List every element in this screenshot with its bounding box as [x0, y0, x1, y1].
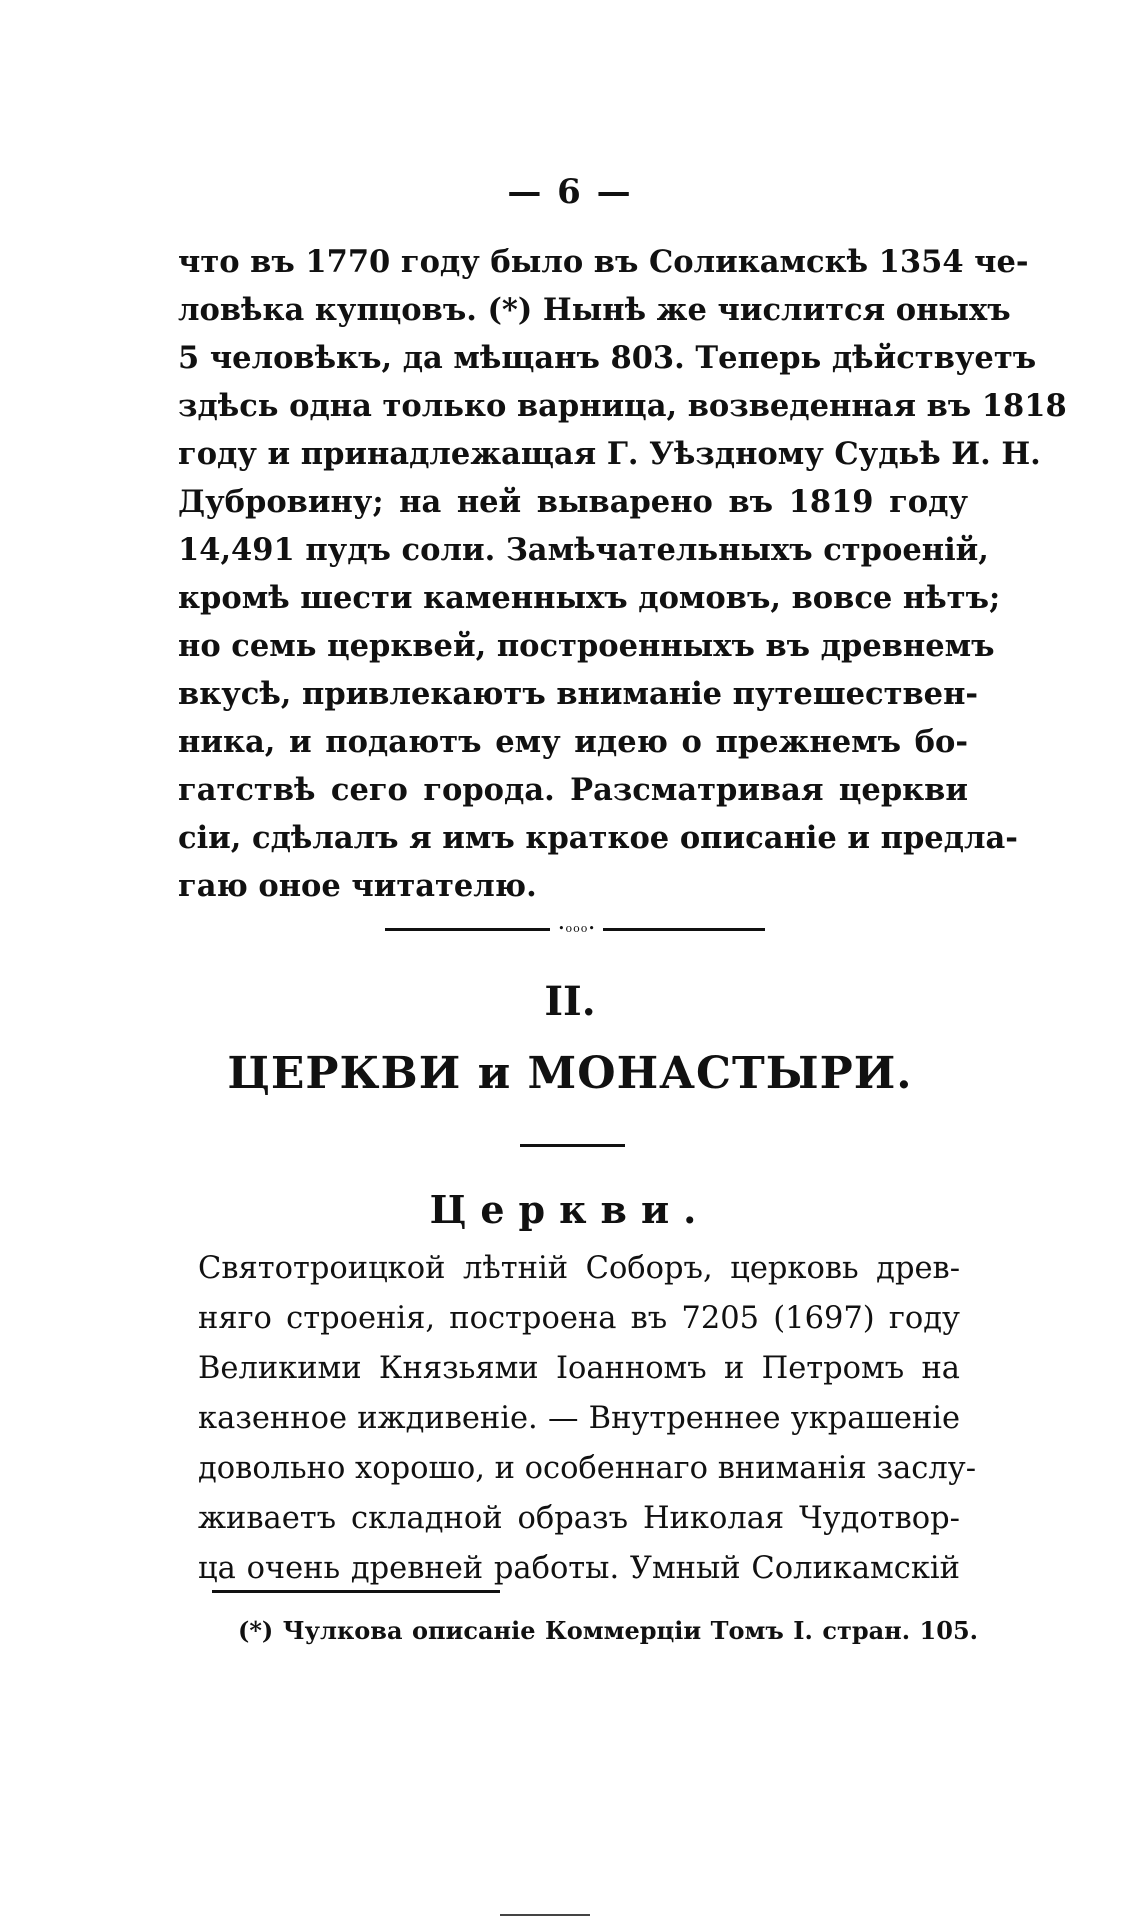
section-number: II. — [544, 978, 596, 1025]
divider-right-bar — [603, 928, 765, 931]
section-title: ЦЕРКВИ и МОНАСТЫРИ. — [227, 1048, 913, 1099]
text-line: Дубровину; на ней выварено въ 1819 году — [178, 484, 968, 520]
text-line: няго строенія, построена въ 7205 (1697) году — [198, 1301, 960, 1336]
text-line: казенное иждивеніе. — Внутреннее украшеніе — [198, 1401, 960, 1436]
text-line: ловѣка купцовъ. (*) Нынѣ же числится оныхъ — [178, 292, 1011, 328]
footnote-rule — [212, 1590, 500, 1593]
text-line: сіи, сдѣлалъ я имъ краткое описаніе и предла- — [178, 820, 1018, 856]
divider-left-bar — [385, 928, 550, 931]
title-rule — [520, 1144, 625, 1147]
text-line: 5 человѣкъ, да мѣщанъ 803. Теперь дѣйствуетъ — [178, 340, 1037, 376]
text-line: кромѣ шести каменныхъ домовъ, вовсе нѣтъ; — [178, 580, 1001, 616]
church-paragraph — [198, 1244, 977, 1594]
text-line: ца очень древней работы. Умный Соликамскій — [198, 1551, 960, 1586]
text-line: но семь церквей, построенныхъ въ древнемъ — [178, 628, 995, 664]
text-line: гаю оное читателю. — [178, 868, 537, 904]
subsection-title: Церкви. — [429, 1187, 711, 1232]
footnote: (*) Чулкова описаніе Коммерціи Томъ I. стран. 105. — [238, 1616, 978, 1645]
page-number: — 6 — — [507, 172, 633, 212]
text-line: здѣсь одна только варница, возведенная въ 1818 — [178, 388, 1067, 424]
text-line: ника, и подаютъ ему идею о прежнемъ бо- — [178, 724, 968, 760]
intro-paragraph — [178, 238, 1067, 910]
text-line: 14,491 пудъ соли. Замѣчательныхъ строеній, — [178, 532, 989, 568]
text-line: довольно хорошо, и особеннаго вниманія заслу- — [198, 1451, 977, 1486]
page-bottom-mark — [500, 1914, 590, 1916]
text-line: гатствѣ сего города. Разсматривая церкви — [178, 772, 968, 808]
text-line: что въ 1770 году было въ Соликамскѣ 1354 че- — [178, 244, 1029, 280]
text-line: живаетъ складной образъ Николая Чудотвор- — [198, 1501, 960, 1536]
text-line: Великими Князьями Іоанномъ и Петромъ на — [198, 1351, 960, 1386]
divider-dots: •ooo• — [558, 922, 596, 935]
section-divider-ornament — [385, 922, 765, 936]
text-line: Святотроицкой лѣтній Соборъ, церковь древ- — [198, 1251, 960, 1286]
text-line: году и принадлежащая Г. Уѣздному Судьѣ И. Н. — [178, 436, 1041, 472]
text-line: вкусѣ, привлекаютъ вниманіе путешествен- — [178, 676, 979, 712]
